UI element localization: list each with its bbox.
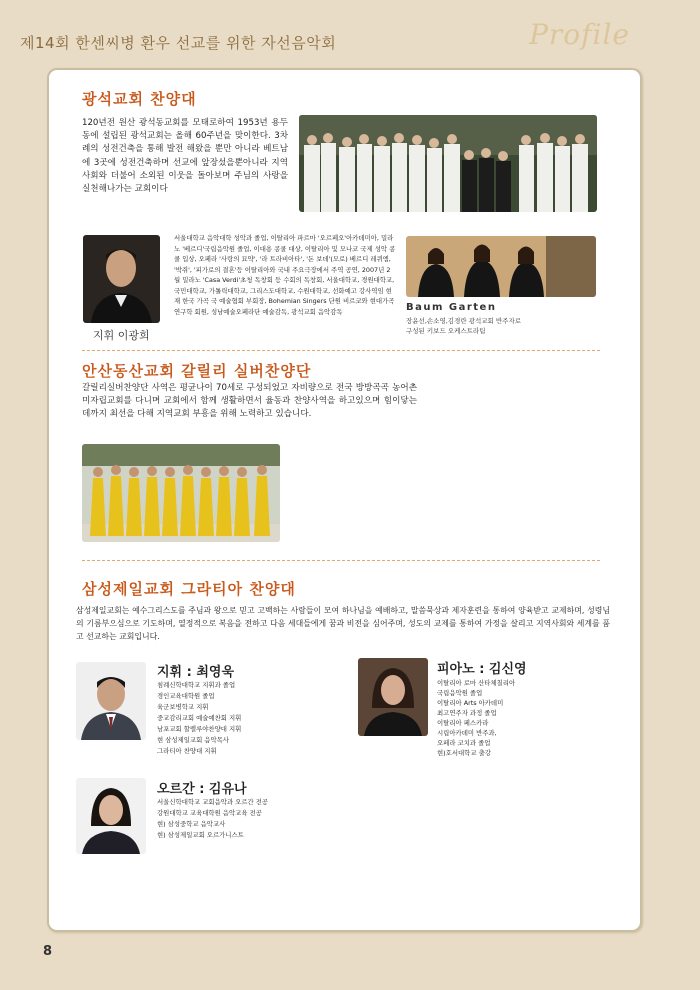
- organist-kim-name: 오르간 : 김유나: [157, 782, 247, 797]
- credit-line: 현) 삼성중학교 음악교사: [157, 820, 226, 828]
- organist-kim-photo: [76, 778, 146, 854]
- baum-garten-photo: [406, 236, 596, 297]
- conductor-choi-name: 지휘 : 최영욱: [157, 665, 235, 680]
- credit-line: 경인교육대학원 졸업: [157, 692, 215, 700]
- pianist-kim-name: 피아노 : 김신영: [437, 662, 527, 677]
- conductor-lee-photo: [83, 235, 160, 323]
- gwangseok-description: 120년전 원산 광석동교회를 모태로하여 1953년 용두동에 설립된 광석교회는 올해 60주년을 맞이한다. 3차례의 성전건축을 통해 발전 해왔을 뿐만 아니라 베트남에 3곳에 성전건축하며 선교에 앞장섰을뿐아니라 지역사회와 더불어 소외된 이웃을 돌아보며 주님의 사랑을 실천해나가는 교회이다: [82, 118, 288, 195]
- baum-garten-name: Baum Garten: [406, 302, 497, 313]
- credit-line: 최고연주자 과정 졸업: [437, 709, 497, 717]
- credit-line: 국립음악원 졸업: [437, 689, 483, 697]
- section-title-ansan-dongsan: 안산동산교회 갈릴리 실버찬양단: [82, 362, 312, 380]
- credit-line: 육군보병학교 지휘: [157, 703, 209, 711]
- pianist-kim-photo: [358, 658, 428, 736]
- page-number: 8: [43, 944, 53, 959]
- gwangseok-choir-photo: [299, 115, 597, 212]
- credit-line: 이탈리아 페스카라: [437, 719, 489, 727]
- credit-line: 시립아카데미 반주과,: [437, 729, 497, 737]
- section-divider: [82, 560, 600, 561]
- credit-line: 남포교회 할렐루야찬양대 지휘: [157, 725, 242, 733]
- credit-line: 침례신학대학교 지휘과 졸업: [157, 681, 236, 689]
- credit-line: 현 삼성제일교회 음악목사: [157, 736, 229, 744]
- credit-line: 그라티아 찬양대 지휘: [157, 747, 217, 755]
- credit-line: 이탈리아 로마 산타체칠리아: [437, 679, 516, 687]
- pianist-kim-credits: [437, 678, 515, 758]
- content-panel: [47, 68, 642, 932]
- profile-script-title: Profile: [529, 18, 630, 51]
- credit-line: 강원대학교 교육대학원 음악교육 전공: [157, 809, 262, 817]
- baum-garten-description-2: 구성된 키보드 오케스트라팀: [406, 327, 486, 335]
- credit-line: 서울신학대학교 교회음악과 오르간 전공: [157, 798, 269, 806]
- credit-line: 이탈리아 Arts 아카데미: [437, 699, 504, 707]
- credit-line: 중교감리교회 예술예찬회 지휘: [157, 714, 242, 722]
- section-divider: [82, 350, 600, 351]
- samsung-jeil-description: 삼성제일교회는 예수그리스도를 주님과 왕으로 믿고 고백하는 사람들이 모여 하나님을 예배하고, 말씀묵상과 제자훈련을 통하여 양육받고 교제하며, 성령님의 기름부으심으로 기도하며, 열정적으로 복음을 전하고 다음 세대들에게 꿈과 비전을 심어주며, 성도의 교제를 통하여 가정을 살리고 지역사회와 세계를 품고 선교하는 교회입니다.: [76, 606, 610, 642]
- section-title-samsung-jeil: 삼성제일교회 그라티아 찬양대: [82, 580, 296, 598]
- galilee-choir-photo: [82, 444, 280, 542]
- page-header-title: 제14회 한센씨병 환우 선교를 위한 자선음악회: [20, 34, 337, 52]
- galilee-description: 갈릴리실버찬양단 사역은 평균나이 70세로 구성되었고 자비량으로 전국 방방곡곡 농어촌 미자립교회를 다니며 교회에서 함께 생활하면서 율동과 찬양사역을 하고있으며 힘이닿는데까지 최선을 다해 지역교회 부흥을 위해 노력하고 있습니다.: [82, 383, 417, 420]
- conductor-lee-bio: 서울대학교 음악대학 성악과 졸업, 이탈리아 파르마 '오르페오'아카데미아, 밀라노 '베르디'국립음악원 졸업, 이대용 콩쿨 대상, 이탈리아 및 모나코 국제 성악 콩쿨 입상, 오페라 '사랑의 묘약', '라 트라비아타', '돈 보데'(모로) 베르디 레퀴엠, '박쥐', '피가로의 결혼'등 이탈리아와 국내 주요극장에서 주역 공연, 2007년 2월 밀라노 'Casa Verdi'초청 독창회 등 수회의 독창회, 서울대학교, 경원대학교, 국민대학교, 가톨릭대학교, 그리스도대학교, 수원대학교, 선화예고 강사역임 현재 한국 가곡 국 예술협회 부회장, Bohemian Singers 단원 비르코와 현대가곡연구학 회원, 성남예술오페라단 예술감독, 광석교회 음악감독: [174, 234, 396, 316]
- credit-line: 오페라 코치과 졸업: [437, 739, 491, 747]
- conductor-choi-credits: [157, 680, 241, 757]
- baum-garten-description-1: 장윤선,손소영,김경란 광석교회 반주자로: [406, 317, 522, 325]
- section-title-gwangseok: 광석교회 찬양대: [82, 90, 197, 108]
- conductor-lee-caption: 지휘 이광희: [93, 329, 150, 342]
- conductor-choi-photo: [76, 662, 146, 740]
- credit-line: 현) 삼성제일교회 오르가니스트: [157, 831, 244, 839]
- credit-line: 현)호서대학교 출강: [437, 749, 491, 757]
- organist-kim-credits: [157, 797, 268, 841]
